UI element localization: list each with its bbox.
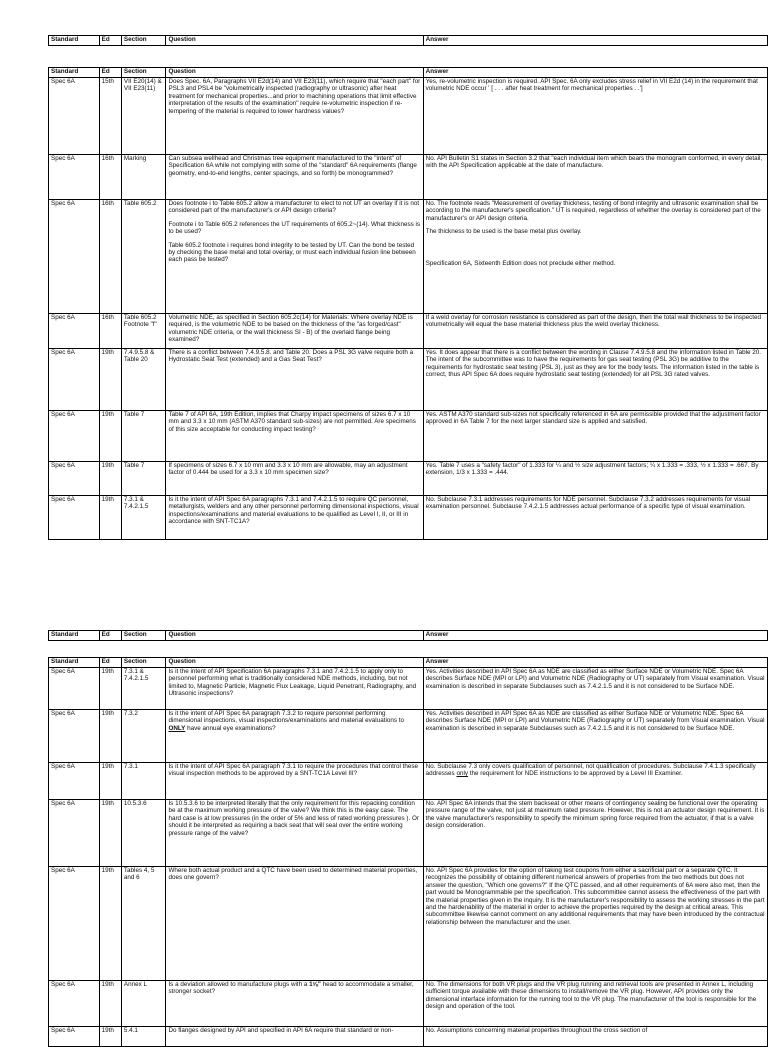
table-row	[49, 710, 768, 763]
cell-standard: Spec 6A	[49, 78, 100, 155]
cell-answer: Yes. ASTM A370 standard sub-sizes not specifically referenced in 6A are permissible provided that the adjustment factor approved in 6A Table 7 for the next larger standard size is applied and satisfied.	[423, 411, 767, 462]
page1-table	[48, 67, 768, 540]
cell-ed: 19th	[99, 1027, 121, 1047]
page2-table	[48, 657, 768, 1047]
header-section: Section	[121, 68, 166, 78]
cell-question: There is a conflict between 7.4.9.5.8. and Table 20. Does a PSL 3G valve require both a Hydrostatic Seat Test (extended) and a Gas Seat Test?	[166, 349, 423, 411]
table-row	[49, 800, 768, 867]
cell-answer: No. API Spec 6A provides for the option of taking test coupons from either a sacrificial part or a separate QTC. It recognizes the possibility of obtaining different numerical answers of properties from the two methods but does not answer the question, "Which one governs?" If the QTC passed, and all other requirements of 6A were also met, then the part would be Monogrammable per the specification. This subcommittee cannot assess the effectiveness of the part with the material properties given in the inquiry. It is the manufacturer's responsibility to assess the working stresses in the part and the hardenability of the material in order to achieve the properties required by the design at critical areas. This subcommittee likewise cannot comment on any additional requirements that may have been introduced by the contractual relationship between the manufacturer and the user.	[423, 867, 767, 981]
table-row	[49, 867, 768, 981]
cell-standard: Spec 6A	[49, 200, 100, 314]
cell-section: Table 605.2	[121, 200, 166, 314]
cell-standard: Spec 6A	[49, 867, 100, 981]
answer-paragraph: The thickness to be used is the base metal plus overlay.	[425, 228, 582, 236]
header-question: Question	[166, 68, 423, 78]
cell-standard: Spec 6A	[49, 411, 100, 462]
answer-paragraph: No. The footnote reads "Measurement of overlay thickness, testing of bond integrity and ultrasonic examination shall be according to the manufacturer's specification." UT is required, regardless of whether the overlay is considered part of the manufacturer's or API design criteria.	[425, 200, 761, 222]
header-question: Question	[166, 36, 423, 46]
cell-answer: Yes. Activities described in API Spec 6A as NDE are classified as either Surface NDE or Volumetric NDE. Spec 6A describes Surface NDE (MPI or LPI) and Volumetric NDE (Radiography or UT) separately from Visual examination. Visual examination is described in separate Subclauses such as 7.4.2.1.5 and it is not considered to be Surface NDE.	[423, 710, 767, 763]
cell-question: Is it the intent of API Specification 6A paragraphs 7.3.1 and 7.4.2.1.5 to apply only to personnel performing what is traditionally considered NDE methods, including, but not limited to, Magnetic Particle, Magnetic Flux Leakage, Liquid Penetrant, Radiography, and Ultrasonic inspections?	[166, 668, 423, 710]
cell-standard: Spec 6A	[49, 1027, 100, 1047]
table-row	[49, 314, 768, 349]
cell-standard: Spec 6A	[49, 763, 100, 800]
table-row	[49, 981, 768, 1027]
cell-ed: 19th	[99, 496, 121, 540]
cell-standard: Spec 6A	[49, 981, 100, 1027]
table-row	[49, 668, 768, 710]
cell-ed: 19th	[99, 411, 121, 462]
head-size: 1⅝"	[309, 981, 321, 988]
cell-section: Table 605.2 Footnote "f"	[121, 314, 166, 349]
cell-standard: Spec 6A	[49, 668, 100, 710]
cell-question	[166, 200, 423, 314]
cell-ed: 19th	[99, 981, 121, 1027]
cell-section: 7.3.1 & 7.4.2.1.5	[121, 496, 166, 540]
cell-section: 5.4.1	[121, 1027, 166, 1047]
cell-section: Table 7	[121, 411, 166, 462]
header-row	[49, 68, 768, 78]
cell-standard: Spec 6A	[49, 710, 100, 763]
header-answer: Answer	[423, 68, 767, 78]
cell-section: VII E20(14) & VII E23(11)	[121, 78, 166, 155]
question-text: Is a deviation allowed to manufacture plugs with a	[168, 981, 310, 988]
question-text: Is it the intent of API Spec 6A paragraph 7.3.2 to require personnel performing dimensional inspections, visual inspections/examinations and material evaluations to	[168, 710, 405, 725]
header-section: Section	[121, 631, 166, 641]
cell-section: Tables 4, 5 and 6	[121, 867, 166, 981]
cell-question: Is it the intent of API Spec 6A paragraph 7.3.1 to require the procedures that control these visual inspection methods to be approved by a SNT-TC1A Level III?	[166, 763, 423, 800]
page2-header-table	[48, 630, 768, 641]
cell-question: Can subsea wellhead and Christmas tree equipment manufactured to the "intent" of Specification 6A while not complying with some of the "standard" 6A requirements (flange geometry, end-to-end lengths, center spacings, and so forth) be monogrammed?	[166, 155, 423, 200]
cell-answer: No. API Bulletin S1 states in Section 3.2 that "each individual item which bears the monogram conformed, in every detail, with the API Specification applicable at the date of manufacture.	[423, 155, 767, 200]
answer-paragraph: Specification 6A, Sixteenth Edition does not preclude either method.	[425, 259, 616, 267]
header-section: Section	[121, 36, 166, 46]
header-standard: Standard	[49, 631, 100, 641]
cell-ed: 19th	[99, 867, 121, 981]
header-answer: Answer	[423, 631, 767, 641]
cell-ed: 19th	[99, 800, 121, 867]
cell-standard: Spec 6A	[49, 496, 100, 540]
page1-header-table	[48, 35, 768, 46]
table-row	[49, 462, 768, 496]
cell-question: Volumetric NDE, as specified in Section 605.2c(14) for Materials: Where overlay NDE is required, is the volumetric NDE to be based on the thickness of the "as forged/cast" volumetric NDE criteria, or the wall thickness SI - B) of the overlaid flange being examined?	[166, 314, 423, 349]
header-section: Section	[121, 658, 166, 668]
cell-question: Is it the intent of API Spec 6A paragraphs 7.3.1 and 7.4.2.1.5 to require QC personnel, metallurgists, welders and any other personnel performing dimensional inspections, visual inspections/examinations and material evaluations to be qualified as Level I, II, or III in accordance with SNT-TC1A?	[166, 496, 423, 540]
cell-answer	[423, 200, 767, 314]
cell-ed: 16th	[99, 155, 121, 200]
emphasis-only: only	[456, 770, 469, 778]
cell-answer: Yes, re-volumetric inspection is required. API Spec. 6A only excludes stress relief in VII E2d (14) in the requirement that volumetric NDE occur ' [ . . . after heat treatment for mechanical properties . .']	[423, 78, 767, 155]
cell-ed: 19th	[99, 710, 121, 763]
cell-answer	[423, 763, 767, 800]
question-paragraph: Footnote i to Table 605.2 references the UT requirements of 605.2~(14). What thickness is to be used?	[168, 220, 421, 236]
cell-answer: Yes. It does appear that there is a conflict between the wording in Clause 7.4.9.5.8 and the information listed in Table 20. The intent of the subcommittee was to have the requirements for gas seat testing (PSL 3G) be additive to the requirements for hydrostatic seat testing (PSL 3), just as they are for the body tests. The information listed in the table is correct, thus API Spec 6A does require hydrostatic seat testing (extended) for all PSL 3G rated valves.	[423, 349, 767, 411]
answer-text: No. Subclause 7.3 only covers qualification of personnel, not qualification of procedures. Subclause 7.4.1.3 specifically addresses	[425, 763, 756, 778]
header-question: Question	[166, 658, 423, 668]
cell-standard: Spec 6A	[49, 155, 100, 200]
cell-answer: If a weld overlay for corrosion resistance is considered as part of the design, then the total wall thickness to be inspected volumetrically will equal the base material thickness plus the weld overlay thickness.	[423, 314, 767, 349]
cell-standard: Spec 6A	[49, 462, 100, 496]
header-row	[49, 36, 768, 46]
header-ed: Ed	[99, 631, 121, 641]
cell-answer: Yes. Table 7 uses a "safety factor" of 1.333 for ¼ and ½ size adjustment factors; ¼ x 1.333 = .333, ½ x 1.333 = .667. By extension, 1/3 x 1.333 = .444.	[423, 462, 767, 496]
cell-question	[166, 710, 423, 763]
cell-question: Is 10.5.3.6 to be interpreted literally that the only requirement for this repacking condition be at the maximum working pressure of the valve? We think this is the easy case. The hard case is at low pressures (in the order of 5% and less of rated working pressures ). Or should it be interpreted as requiring a back seat that will seal over the entire working pressure range of the valve?	[166, 800, 423, 867]
cell-question: Do flanges designed by API and specified in API 6A require that standard or non-	[166, 1027, 423, 1047]
cell-question: If specimens of sizes 6.7 x 10 mm and 3.3 x 10 mm are allowable, may an adjustment factor of 0.444 be used for a 3.3 x 10 mm specimen size?	[166, 462, 423, 496]
table-row	[49, 200, 768, 314]
cell-section: 10.5.3.6	[121, 800, 166, 867]
cell-section: 7.3.2	[121, 710, 166, 763]
cell-question	[166, 981, 423, 1027]
cell-question: Table 7 of API 6A, 19th Edition, implies that Charpy impact specimens of sizes 6.7 x 10 mm and 3.3 x 10 mm (ASTM A370 standard sub-sizes) are not permitted. Are specimens of this size acceptable for conducting impact testing?	[166, 411, 423, 462]
question-text: have annual eye examinations?	[185, 724, 276, 732]
cell-question: Where both actual product and a QTC have been used to determined material properties, does one govern?	[166, 867, 423, 981]
cell-answer: No. API Spec 6A intends that the stem backseat or other means of contingency sealing be functional over the operating pressure range of the valve, not just at maximum rated pressure. However, this is not an actuator design requirement. It is the valve manufacturer's responsibility to specify the minimum spring force required from the actuator, if that is a valve design consideration.	[423, 800, 767, 867]
table-row	[49, 763, 768, 800]
question-paragraph: Does footnote i to Table 605.2 allow a manufacturer to elect to not UT an overlay if it is not considered part of the manufacturer's or API design criteria?	[168, 200, 420, 215]
header-ed: Ed	[99, 68, 121, 78]
cell-ed: 19th	[99, 462, 121, 496]
cell-section: 7.3.1 & 7.4.2.1.5	[121, 668, 166, 710]
cell-section: Annex L	[121, 981, 166, 1027]
cell-ed: 16th	[99, 200, 121, 314]
table-row	[49, 78, 768, 155]
question-paragraph: Table 605.2 footnote i requires bond integrity to be tested by UT. Can the bond be tested by checking the base metal and total overlay, or must each individual fusion line between each pass be tested?	[168, 241, 416, 264]
emphasis-only: ONLY	[168, 724, 186, 732]
cell-section: 7.4.9.5.8 & Table 20	[121, 349, 166, 411]
cell-standard: Spec 6A	[49, 349, 100, 411]
cell-answer: Yes. Activities described in API Spec 6A as NDE are classified as either Surface NDE or Volumetric NDE. Spec 6A describes Surface NDE (MPI or LPI) and Volumetric NDE (Radiography or UT) separately from Visual examination. Visual examination is described in separate Subclauses such as 7.4.2.1.5 and it is not considered to be Surface NDE.	[423, 668, 767, 710]
table-row	[49, 496, 768, 540]
table-row	[49, 1027, 768, 1047]
table-row	[49, 349, 768, 411]
header-row	[49, 658, 768, 668]
cell-answer: No. The dimensions for both VR plugs and the VR plug running and retrieval tools are presented in Annex L, including sufficient torque available with these dimensions to install/remove the VR plug. However, API provides only the dimensional interface information for the running tool to the VR plug. The manufacturer of the tool is responsible for the design and operation of the tool.	[423, 981, 767, 1027]
header-standard: Standard	[49, 658, 100, 668]
answer-text: the requirement for NDE instructions to be approved by a Level III Examiner.	[468, 770, 683, 778]
header-standard: Standard	[49, 68, 100, 78]
header-answer: Answer	[423, 36, 767, 46]
cell-standard: Spec 6A	[49, 314, 100, 349]
cell-ed: 15th	[99, 78, 121, 155]
cell-answer: No. Subclause 7.3.1 addresses requirements for NDE personnel. Subclause 7.3.2 addresses requirements for visual examination personnel. Subclause 7.4.2.1.5 addresses actual performance of a specific type of visual examination.	[423, 496, 767, 540]
cell-ed: 19th	[99, 763, 121, 800]
cell-section: 7.3.1	[121, 763, 166, 800]
question-text: head to accommodate a smaller, stronger socket?	[168, 981, 414, 996]
table-row	[49, 411, 768, 462]
cell-section: Marking	[121, 155, 166, 200]
header-ed: Ed	[99, 36, 121, 46]
header-row	[49, 631, 768, 641]
cell-ed: 19th	[99, 668, 121, 710]
cell-standard: Spec 6A	[49, 800, 100, 867]
header-answer: Answer	[423, 658, 767, 668]
header-standard: Standard	[49, 36, 100, 46]
cell-question: Does Spec. 6A, Paragraphs VII E2d(14) and VII E23(11), which require that "each part" for PSL3 and PSL4 be "volumetrically inspected (radiography or ultrasonic) after heat treatment for mechanical properties...and prior to machining operations that limit effective interpretation of the results of the examination" require re-volumetric inspection if re-tempering of the material is required to lower hardness values?	[166, 78, 423, 155]
cell-section: Table 7	[121, 462, 166, 496]
cell-ed: 16th	[99, 314, 121, 349]
header-ed: Ed	[99, 658, 121, 668]
header-question: Question	[166, 631, 423, 641]
cell-answer: No. Assumptions concerning material properties throughout the cross section of	[423, 1027, 767, 1047]
cell-ed: 19th	[99, 349, 121, 411]
table-row	[49, 155, 768, 200]
